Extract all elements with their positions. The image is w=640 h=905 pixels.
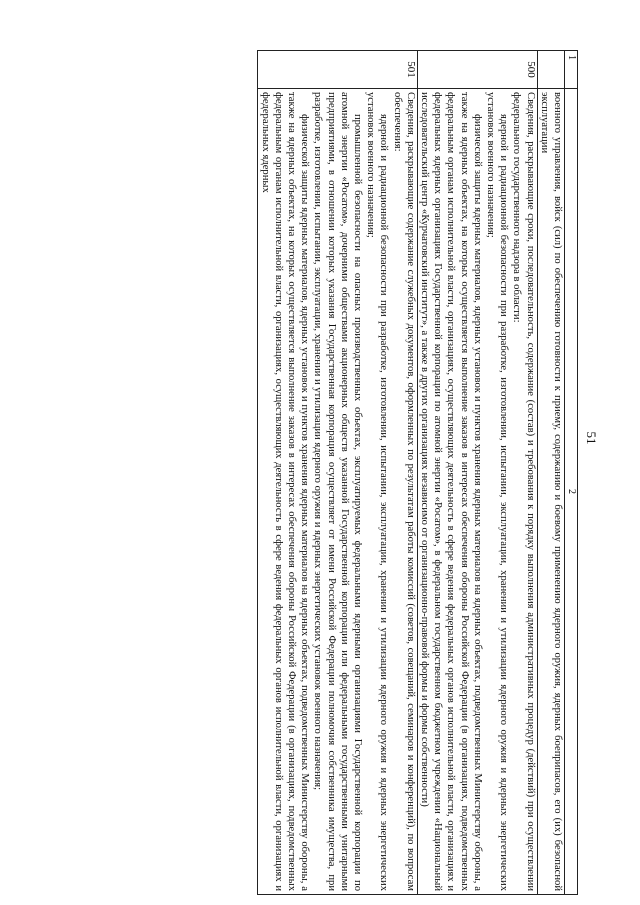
page-number: 51 (584, 431, 599, 445)
header-cell-col1: 1 (565, 51, 578, 89)
row-text-cell (258, 89, 417, 895)
row-number-cell: 500 (417, 51, 537, 89)
row-paragraph: промышленной безопасности на опасных производственных объектах, эксплуатируемых федеральными ядерными организациями Государственной корпорации по атомной энергии «Росатом», дочерними обществами акционерных обществ указанной Государственной корпорации или федеральными государственными унитарными предприятиями, в отношении которых указания Государственная корпорация осуществляет от имени Российской Федерации полномочия собственника имущества, при разработке, изготовлении, испытании, эксплуатации, хранении и утилизации ядерного оружия и ядерных энергетических установок военного назначения; (312, 92, 363, 891)
table-header-row (565, 51, 578, 895)
row-paragraph: физической защиты ядерных материалов, ядерных установок и пунктов хранения ядерных материалов на ядерных объектах, подведомственных Министерству обороны, а также на ядерных объектах, на которых осуществляется выполнение заказов в интересах обеспечения обороны Российской Федерации (в организациях, подведомственных федеральным органам исполнительной власти, организациях, осуществляющих деятельность в сфере ведения федеральных органов исполнительной власти, организациях и федеральных ядерных (259, 92, 311, 891)
row-paragraph: Сведения, раскрывающие содержание служебных документов, оформленных по результатам работы комиссий (советов, совещаний, семинаров и конференций), по вопросам обеспечения: (391, 92, 416, 891)
row-paragraph: военного управления, войск (сил) по обеспечению готовности к приему, содержанию и боевому применению ядерного оружия, ядерных боеприпасов, его (их) безопасной эксплуатации (538, 92, 563, 891)
row-number-cell: 501 (258, 51, 417, 89)
row-text-cell (537, 89, 564, 895)
table-row-continuation (537, 51, 564, 895)
row-text-cell (417, 89, 537, 895)
table-row-501 (258, 51, 417, 895)
row-paragraph: ядерной и радиационной безопасности при разработке, изготовлении, испытании, эксплуатации, хранении и утилизации ядерного оружия и ядерных энергетических установок военного назначения; (484, 92, 510, 891)
row-paragraph: ядерной и радиационной безопасности при разработке, изготовлении, испытании, эксплуатации, хранении и утилизации ядерного оружия и ядерных энергетических установок военного назначения; (365, 92, 390, 891)
row-paragraph: Сведения, раскрывающие сроки, последовательность, содержание (состав) и требования к порядку выполнения административных процедур (действий) при осуществлении федерального государственного надзора в области: (511, 92, 536, 891)
rotated-page-content (103, 50, 578, 895)
header-cell-col2: 2 (565, 89, 578, 895)
table-row-500 (417, 51, 537, 895)
row-number-cell-empty (537, 51, 564, 89)
document-table (257, 50, 578, 895)
row-paragraph: физической защиты ядерных материалов, ядерных установок и пунктов хранения ядерных материалов на ядерных объектах, подведомственных Министерству обороны, а также на ядерных объектах, на которых осуществляется выполнение заказов в интересах обеспечения обороны Российской Федерации (в организациях, подведомственных федеральным органам исполнительной власти, организациях, осуществляющих деятельность в сфере ведения федеральных органов исполнительной власти, организациях и федеральных ядерных организациях Государственной корпорации по атомной энергии «Росатом», в федеральном государственном бюджетном учреждении «Национальный исследовательский центр «Курчатовский институт», а также в других организациях независимо от организационно-правовой формы и формы собственности) (418, 92, 483, 891)
